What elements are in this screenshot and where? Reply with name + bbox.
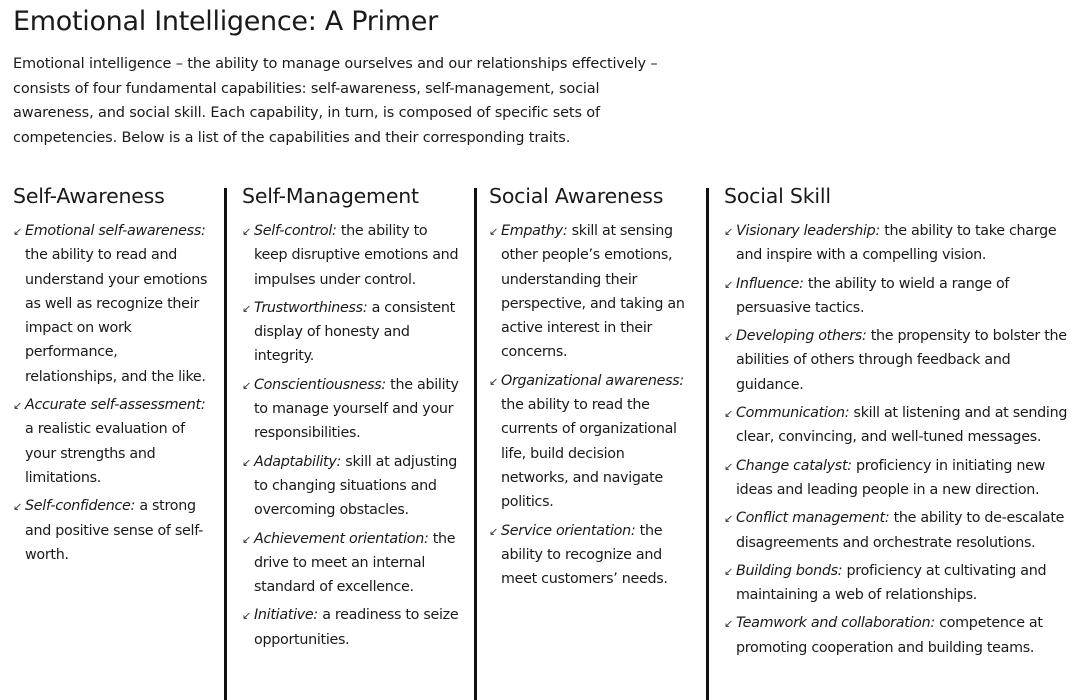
- competency-term: Achievement orientation:: [254, 530, 429, 547]
- competency-description: the ability to keep disruptive emotions and impulses under control.: [254, 223, 459, 288]
- competency-term: Emotional self-awareness:: [25, 223, 206, 239]
- competency-description: the ability to read and understand your emotions as well as recognize their impact on work performance, relationships, and the like.: [25, 247, 208, 385]
- list-item: [13, 219, 213, 389]
- column-divider: [224, 188, 227, 700]
- competency-term: Empathy:: [501, 223, 568, 239]
- arrow-bullet-icon: ↙: [489, 374, 498, 388]
- arrow-bullet-icon: ↙: [242, 225, 251, 238]
- list-item: [242, 373, 464, 446]
- column-social-awareness: [489, 184, 695, 595]
- competency-term: Organizational awareness:: [501, 372, 684, 389]
- arrow-bullet-icon: ↙: [724, 512, 733, 526]
- arrow-bullet-icon: ↙: [242, 532, 251, 546]
- list-item: [242, 450, 464, 523]
- column-divider: [706, 188, 709, 700]
- competency-description: the ability to read the currents of organizational life, build decision networks, and navigate politics.: [501, 397, 677, 511]
- arrow-bullet-icon: ↙: [13, 500, 22, 514]
- competency-description: proficiency at cultivating and maintaining a web of relationships.: [736, 562, 1047, 604]
- competency-term: Visionary leadership:: [736, 223, 880, 239]
- arrow-bullet-icon: ↙: [724, 407, 733, 421]
- list-item: [724, 611, 1076, 660]
- arrow-bullet-icon: ↙: [242, 301, 251, 315]
- list-item: [724, 559, 1076, 608]
- competency-term: Accurate self-assessment:: [25, 397, 206, 414]
- arrow-bullet-icon: ↙: [13, 225, 22, 238]
- list-item: [242, 603, 464, 652]
- page-title: Emotional Intelligence: A Primer: [13, 6, 438, 37]
- list-item: [242, 296, 464, 369]
- competency-description: a realistic evaluation of your strengths and limitations.: [25, 421, 185, 486]
- list-item: [13, 494, 213, 567]
- competency-description: a consistent display of honesty and integrity.: [254, 299, 455, 365]
- arrow-bullet-icon: ↙: [724, 330, 733, 344]
- column-heading: Social Awareness: [489, 184, 664, 208]
- arrow-bullet-icon: ↙: [724, 564, 733, 578]
- competency-term: Service orientation:: [501, 522, 636, 539]
- list-item: [724, 454, 1076, 503]
- column-social-skill: [724, 184, 1076, 664]
- competency-description: the ability to wield a range of persuasive tactics.: [736, 275, 1010, 316]
- competency-description: skill at adjusting to changing situations and overcoming obstacles.: [254, 453, 458, 519]
- arrow-bullet-icon: ↙: [724, 277, 733, 291]
- competency-description: the ability to recognize and meet customers’ needs.: [501, 522, 668, 588]
- competency-description: competence at promoting cooperation and building teams.: [736, 615, 1043, 656]
- list-item: [489, 519, 695, 592]
- competency-description: skill at listening and at sending clear, convincing, and well-tuned messages.: [736, 405, 1068, 446]
- list-item: [724, 324, 1076, 397]
- column-heading: Self-Management: [242, 184, 419, 208]
- arrow-bullet-icon: ↙: [242, 378, 251, 392]
- competency-term: Building bonds:: [736, 562, 843, 579]
- list-item: [724, 506, 1076, 555]
- arrow-bullet-icon: ↙: [724, 617, 733, 631]
- column-self-management: [242, 184, 464, 656]
- competency-description: the drive to meet an internal standard of excellence.: [254, 530, 456, 596]
- arrow-bullet-icon: ↙: [13, 399, 22, 413]
- competency-description: a strong and positive sense of self-worth.: [25, 498, 204, 563]
- list-item: [724, 272, 1076, 321]
- competency-term: Communication:: [736, 405, 850, 422]
- arrow-bullet-icon: ↙: [724, 225, 733, 238]
- competency-term: Self-control:: [254, 223, 337, 239]
- list-item: [13, 393, 213, 490]
- intro-paragraph: Emotional intelligence – the ability to manage ourselves and our relationships effectively – consists of four fundamental capabilities: self-awareness, self-management, social awareness, and social skill. Each capability, in turn, is composed of specific sets of competencies. Below is a list of the capabilities and their corresponding traits.: [13, 56, 658, 146]
- competency-term: Trustworthiness:: [254, 299, 368, 316]
- competency-description: skill at sensing other people’s emotions, understanding their perspective, and taking an active interest in their concerns.: [501, 223, 685, 361]
- competency-term: Conscientiousness:: [254, 376, 386, 393]
- arrow-bullet-icon: ↙: [489, 524, 498, 538]
- list-item: [489, 369, 695, 515]
- column-heading: Self-Awareness: [13, 184, 165, 208]
- arrow-bullet-icon: ↙: [242, 609, 251, 623]
- list-item: [242, 527, 464, 600]
- column-self-awareness: [13, 184, 213, 571]
- competency-term: Self-confidence:: [25, 498, 136, 515]
- column-heading: Social Skill: [724, 184, 831, 208]
- arrow-bullet-icon: ↙: [724, 459, 733, 473]
- competency-term: Initiative:: [254, 607, 318, 624]
- list-item: [724, 219, 1076, 268]
- competency-term: Teamwork and collaboration:: [736, 615, 935, 632]
- competency-description: the propensity to bolster the abilities of others through feedback and guidance.: [736, 328, 1067, 393]
- list-item: [489, 219, 695, 365]
- list-item: [242, 219, 464, 292]
- competency-description: proficiency in initiating new ideas and leading people in a new direction.: [736, 457, 1046, 498]
- competency-term: Influence:: [736, 275, 804, 292]
- competency-description: the ability to take charge and inspire with a compelling vision.: [736, 223, 1057, 264]
- competency-description: a readiness to seize opportunities.: [254, 607, 459, 648]
- competency-term: Adaptability:: [254, 453, 342, 470]
- competency-term: Conflict management:: [736, 510, 890, 527]
- list-item: [724, 401, 1076, 450]
- competency-description: the ability to manage yourself and your responsibilities.: [254, 376, 459, 442]
- arrow-bullet-icon: ↙: [242, 455, 251, 469]
- column-divider: [474, 188, 477, 700]
- arrow-bullet-icon: ↙: [489, 225, 498, 238]
- competency-term: Change catalyst:: [736, 457, 852, 474]
- competency-term: Developing others:: [736, 328, 867, 345]
- competency-description: the ability to de-escalate disagreements and orchestrate resolutions.: [736, 510, 1065, 551]
